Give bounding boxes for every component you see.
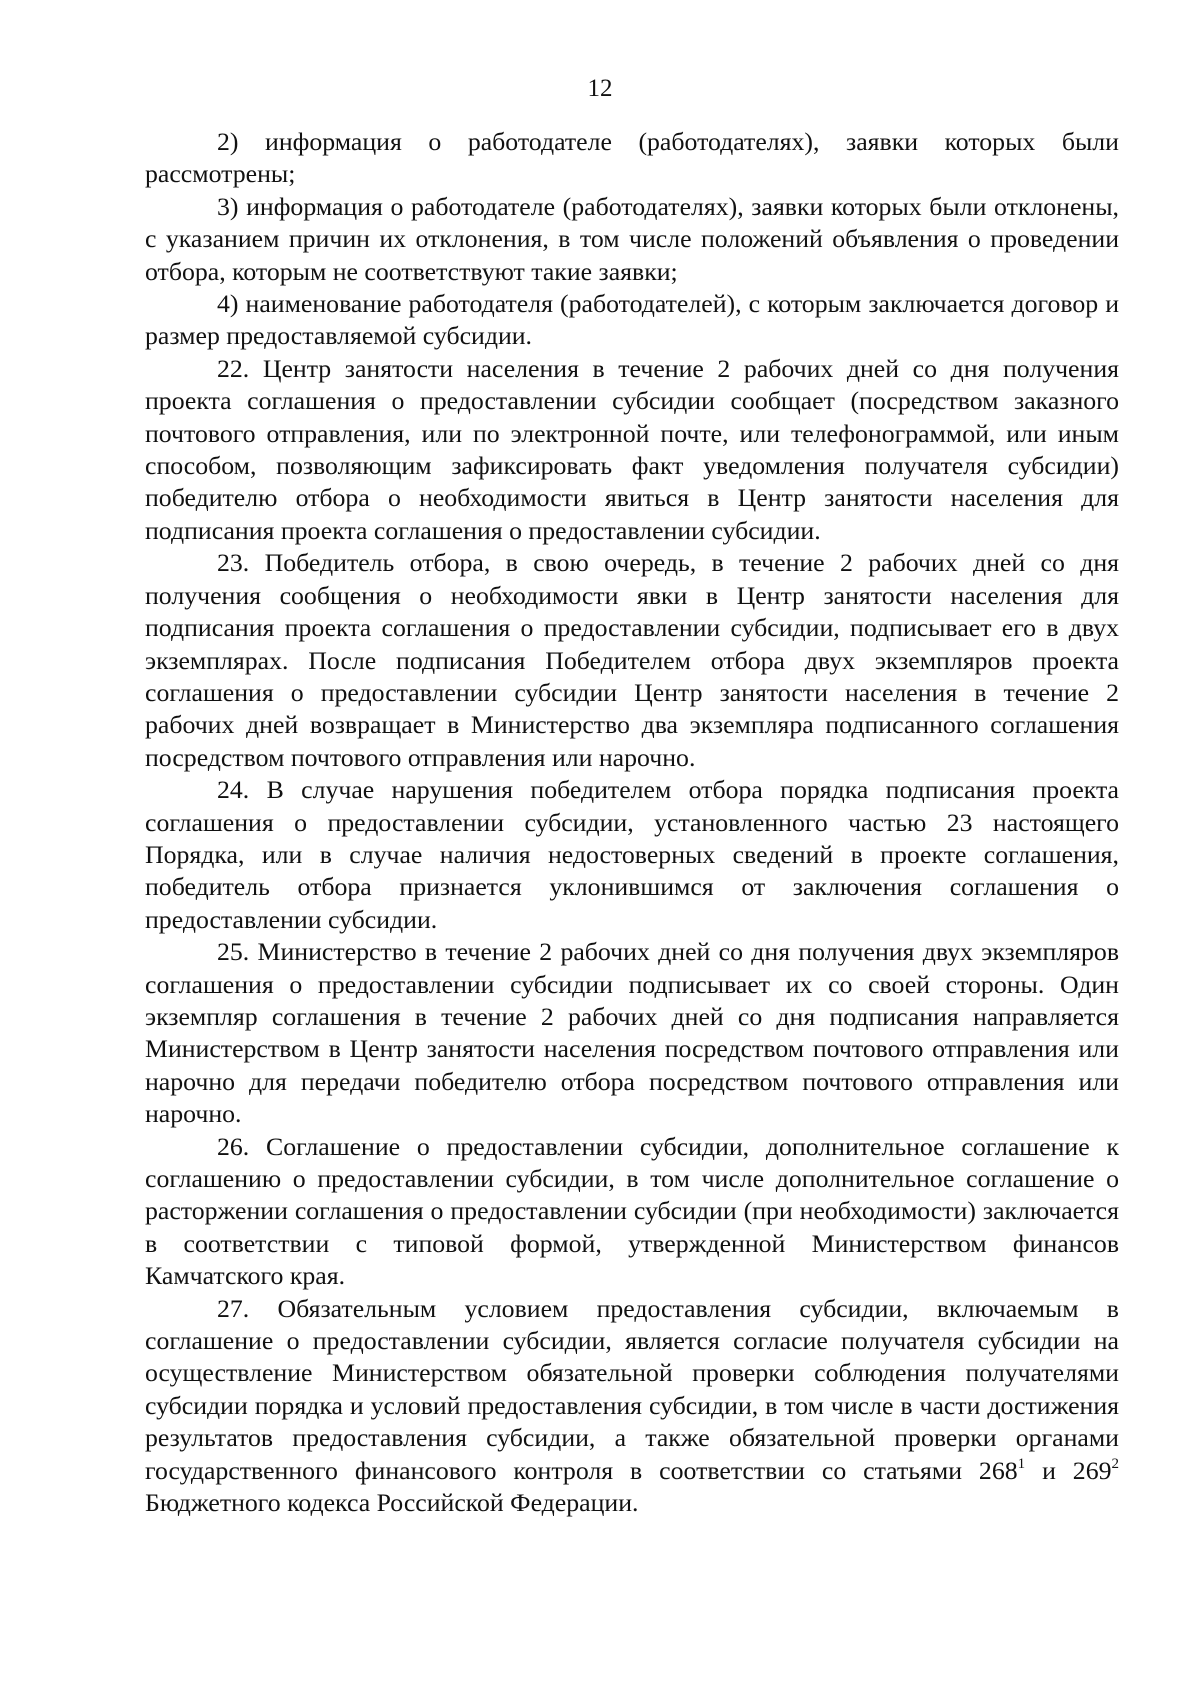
paragraph-25: 25. Министерство в течение 2 рабочих дней со дня получения двух экземпляров соглашения о предоставлении субсидии подписывает их со своей стороны. Один экземпляр соглашения в течение 2 рабочих дней со дня подписания направляется Министерством в Центр занятости населения посредством почтового отправления или нарочно для передачи победителю отбора посредством почтового отправления или нарочно. — [145, 937, 1119, 1129]
paragraph-24: 24. В случае нарушения победителем отбора порядка подписания проекта соглашения о предоставлении субсидии, установленного частью 23 настоящего Порядка, или в случае наличия недостоверных сведений в проекте соглашения, победитель отбора признается уклонившимся от заключения соглашения о предоставлении субсидии. — [145, 775, 1119, 934]
page-number: 12 — [587, 75, 613, 102]
paragraph-27-text-start: 27. Обязательным условием предоставления субсидии, включаемым в соглашение о предоставлении субсидии, является согласие получателя субсидии на осуществление Министерством обязательной проверки соблюдения получателями субсидии порядка и условий предоставления субсидии, в том числе в части достижения результатов предоставления субсидии, а также обязательной проверки органами государственного финансового контроля в соответствии со статьями 268 — [145, 1293, 1119, 1485]
paragraph-27 — [145, 1293, 1119, 1520]
paragraph-22: 22. Центр занятости населения в течение 2 рабочих дней со дня получения проекта соглашения о предоставлении субсидии сообщает (посредством заказного почтового отправления, или по электронной почте, или телефонограммой, или иным способом, позволяющим зафиксировать факт уведомления получателя субсидии) победителю отбора о необходимости явиться в Центр занятости населения для подписания проекта соглашения о предоставлении субсидии. — [145, 353, 1119, 545]
paragraph-item-2: 2) информация о работодателе (работодателях), заявки которых были рассмотрены; — [145, 127, 1119, 189]
article-superscript-2: 2 — [1111, 1455, 1120, 1472]
paragraph-item-4: 4) наименование работодателя (работодателей), с которым заключается договор и размер предоставляемой субсидии. — [145, 289, 1119, 351]
paragraph-27-text-middle: и 269 — [1025, 1455, 1112, 1485]
paragraph-item-3: 3) информация о работодателе (работодателях), заявки которых были отклонены, с указанием причин их отклонения, в том числе положений объявления о проведении отбора, которым не соответствуют такие заявки; — [145, 191, 1119, 286]
paragraph-27-text-end: Бюджетного кодекса Российской Федерации. — [145, 1488, 639, 1518]
paragraph-26: 26. Соглашение о предоставлении субсидии, дополнительное соглашение к соглашению о предоставлении субсидии, в том числе дополнительное соглашение о расторжении соглашения о предоставлении субсидии (при необходимости) заключается в соответствии с типовой формой, утвержденной Министерством финансов Камчатского края. — [145, 1131, 1119, 1291]
article-superscript-1: 1 — [1017, 1455, 1026, 1472]
document-body — [145, 126, 1119, 1519]
paragraph-23: 23. Победитель отбора, в свою очередь, в течение 2 рабочих дней со дня получения сообщения о необходимости явки в Центр занятости населения для подписания проекта соглашения о предоставлении субсидии, подписывает его в двух экземплярах. После подписания Победителем отбора двух экземпляров проекта соглашения о предоставлении субсидии Центр занятости населения в течение 2 рабочих дней возвращает в Министерство два экземпляра подписанного соглашения посредством почтового отправления или нарочно. — [145, 548, 1119, 772]
